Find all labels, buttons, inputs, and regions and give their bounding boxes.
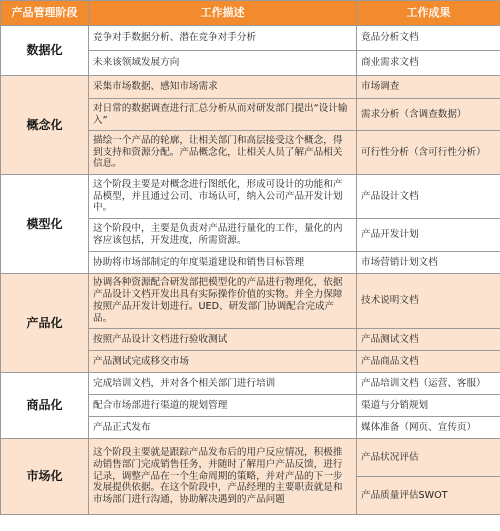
table-row — [1, 76, 500, 99]
stage-name: 概念化 — [1, 76, 89, 175]
stage-group-productization — [1, 274, 500, 373]
table-row — [1, 373, 500, 395]
work-result: 技术说明文档 — [357, 274, 500, 329]
work-result: 竟品分析文档 — [357, 26, 500, 51]
work-result: 市场调查 — [357, 76, 500, 99]
work-description: 未来该领域发展方向 — [89, 51, 357, 76]
work-description: 按照产品设计文档进行验收测试 — [89, 329, 357, 351]
work-result: 市场营销计划文档 — [357, 252, 500, 274]
work-description: 这个阶段中，主要是负责对产品进行量化的工作，量化的内容应该包括，开发进度，所需资源。 — [89, 219, 357, 252]
stage-name: 商品化 — [1, 373, 89, 439]
stage-group-digitization — [1, 26, 500, 76]
work-result: 可行性分析（含可行性分析） — [357, 131, 500, 175]
stage-name: 产品化 — [1, 274, 89, 373]
work-description: 这个阶段主要是对概念进行图纸化，形成可设计的功能和产品模型，并且通过公司、市场认可，纳入公司产品开发计划中。 — [89, 175, 357, 219]
table-row — [1, 175, 500, 219]
work-description: 产品正式发布 — [89, 417, 357, 439]
table-header — [1, 1, 500, 26]
work-result: 产品状况评估 — [357, 439, 500, 477]
stage-group-marketization — [1, 439, 500, 515]
stage-group-conceptualization — [1, 76, 500, 175]
work-result: 产品测试文档 — [357, 329, 500, 351]
work-result: 产品开发计划 — [357, 219, 500, 252]
stage-group-commercialization — [1, 373, 500, 439]
stage-name: 模型化 — [1, 175, 89, 274]
table-row — [1, 26, 500, 51]
header-stage: 产品管理阶段 — [1, 1, 89, 26]
work-description: 产品测试完成移交市场 — [89, 351, 357, 373]
work-description: 描绘一个产品的轮廓，让相关部门和高层接受这个概念，得到支持和资源分配。产品概念化，让相关人员了解产品相关信息。 — [89, 131, 357, 175]
header-result: 工作成果 — [357, 1, 500, 26]
work-description: 协助将市场部制定的年度渠道建设和销售目标管理 — [89, 252, 357, 274]
work-description: 这个阶段主要就是跟踪产品发布后的用户反应情况，积极推动销售部门完成销售任务，并随时了解用户产品反馈，进行记录，调整产品在一个生命周期的策略，并对产品的下一步发展提供依据。在这个阶段中，产品经理的主要职责就是和市场部门进行沟通，协助解决遇到的产品问题 — [89, 439, 357, 515]
work-description: 完成培训文档，并对各个相关部门进行培训 — [89, 373, 357, 395]
work-description: 竞争对手数据分析、潜在竞争对手分析 — [89, 26, 357, 51]
header-description: 工作描述 — [89, 1, 357, 26]
work-description: 采集市场数据、感知市场需求 — [89, 76, 357, 99]
work-result: 产品培训文档（运营、客服） — [357, 373, 500, 395]
work-description: 对日常的数据调查进行汇总分析从而对研发部门提出“设计输入” — [89, 99, 357, 131]
work-description: 协调各种资源配合研发部把模型化的产品进行物理化，依据产品设计文档开发出具有实际操作价值的实物。并全力保障按照产品开发计划进行。UED、研发部门协调配合完成产品。 — [89, 274, 357, 329]
work-result: 商业需求文档 — [357, 51, 500, 76]
work-result: 渠道与分销规划 — [357, 395, 500, 417]
work-result: 媒体准备（网页、宣传页） — [357, 417, 500, 439]
work-result: 产品商品文档 — [357, 351, 500, 373]
work-description: 配合市场部进行渠道的规划管理 — [89, 395, 357, 417]
work-result: 需求分析（含调查数据） — [357, 99, 500, 131]
stage-name: 市场化 — [1, 439, 89, 515]
work-result: 产品质量评估SWOT — [357, 477, 500, 515]
stage-name: 数据化 — [1, 26, 89, 76]
table-row — [1, 439, 500, 477]
stage-group-modeling — [1, 175, 500, 274]
table-row — [1, 274, 500, 329]
work-result: 产品设计文档 — [357, 175, 500, 219]
